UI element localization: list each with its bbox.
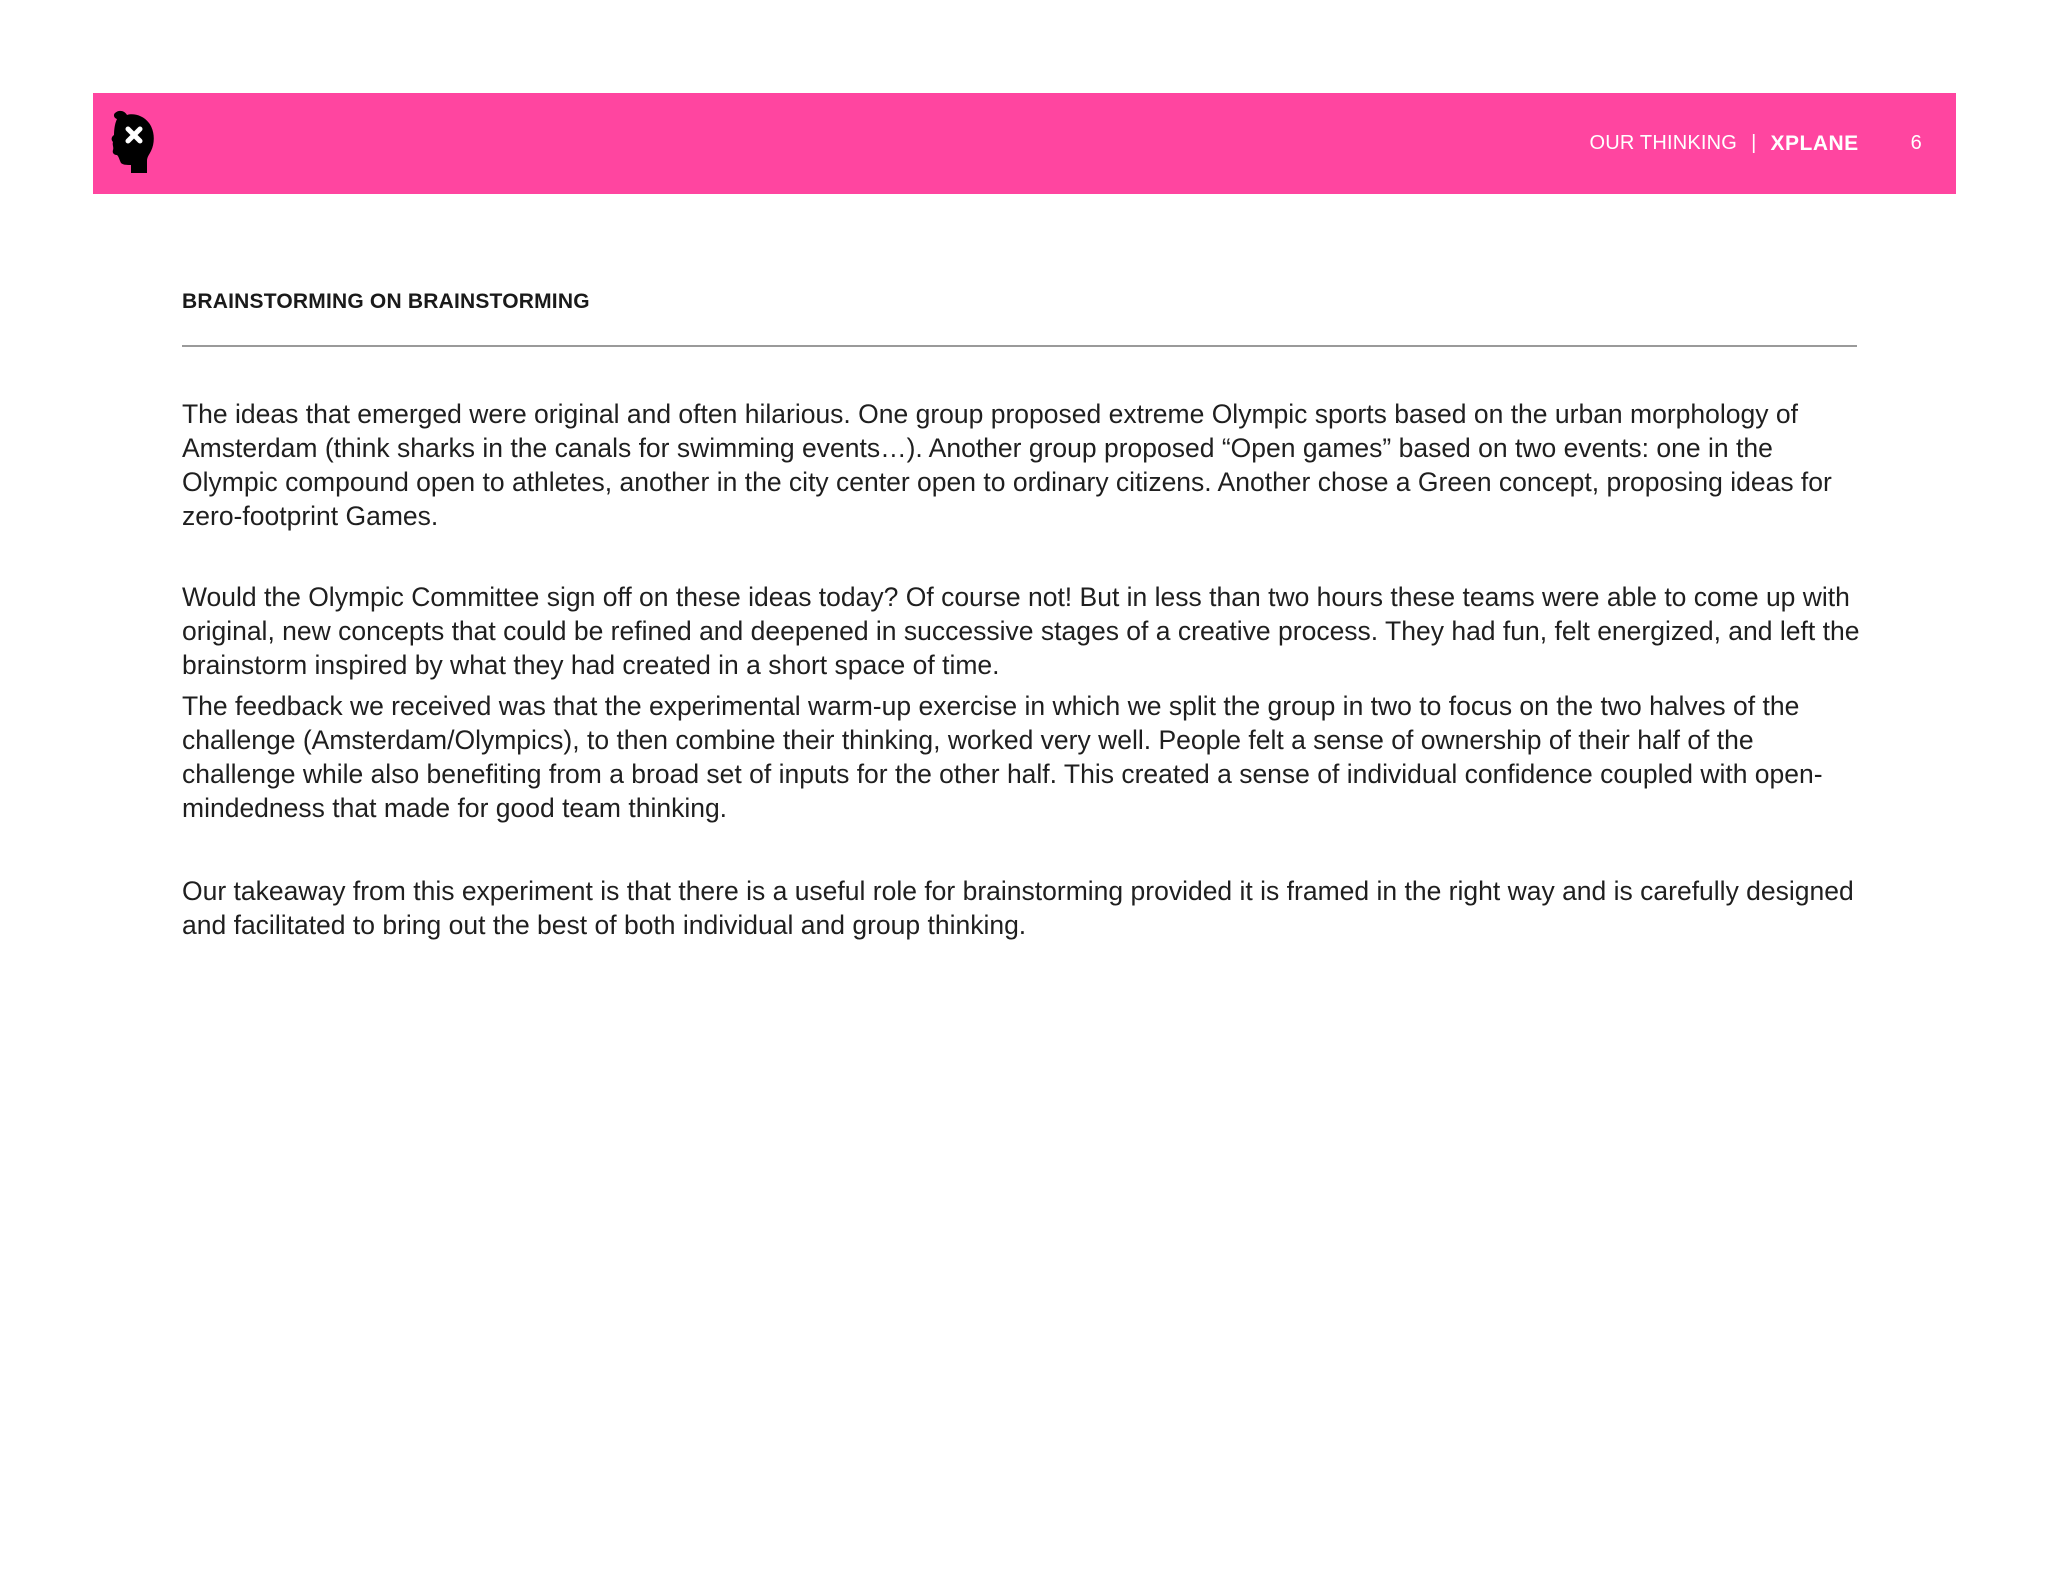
header-separator: | (1751, 132, 1757, 154)
header-nav (1589, 93, 1922, 194)
title-divider (182, 345, 1857, 347)
body-paragraph: Our takeaway from this experiment is that there is a useful role for brainstorming provided it is framed in the right way and is carefully designed and facilitated to bring out the best of both individual and group thinking. (182, 876, 1854, 940)
xplane-head-logo-icon (107, 107, 157, 177)
header-band (93, 93, 1956, 194)
page-title: BRAINSTORMING ON BRAINSTORMING (182, 290, 590, 313)
body-paragraph: The ideas that emerged were original and often hilarious. One group proposed extreme Olympic sports based on the urban morphology of Amsterdam (think sharks in the canals for swimming events…). Another group proposed “Open games” based on two events: one in the Olympic compound open to athletes, another in the city center open to ordinary citizens. Another chose a Green concept, proposing ideas for zero-footprint Games. (182, 399, 1832, 531)
header-section-label: OUR THINKING (1589, 132, 1738, 154)
header-brand: XPLANE (1770, 131, 1859, 155)
body-paragraph: The feedback we received was that the experimental warm-up exercise in which we split the group in two to focus on the two halves of the challenge (Amsterdam/Olympics), to then combine their thinking, worked very well. People felt a sense of ownership of their half of the challenge while also benefiting from a broad set of inputs for the other half. This created a sense of individual confidence coupled with open-mindedness that made for good team thinking. (182, 691, 1823, 823)
body-paragraph: Would the Olympic Committee sign off on these ideas today? Of course not! But in less than two hours these teams were able to come up with original, new concepts that could be refined and deepened in successive stages of a creative process. They had fun, felt energized, and left the brainstorm inspired by what they had created in a short space of time. (182, 582, 1860, 680)
page-number: 6 (1910, 132, 1922, 154)
